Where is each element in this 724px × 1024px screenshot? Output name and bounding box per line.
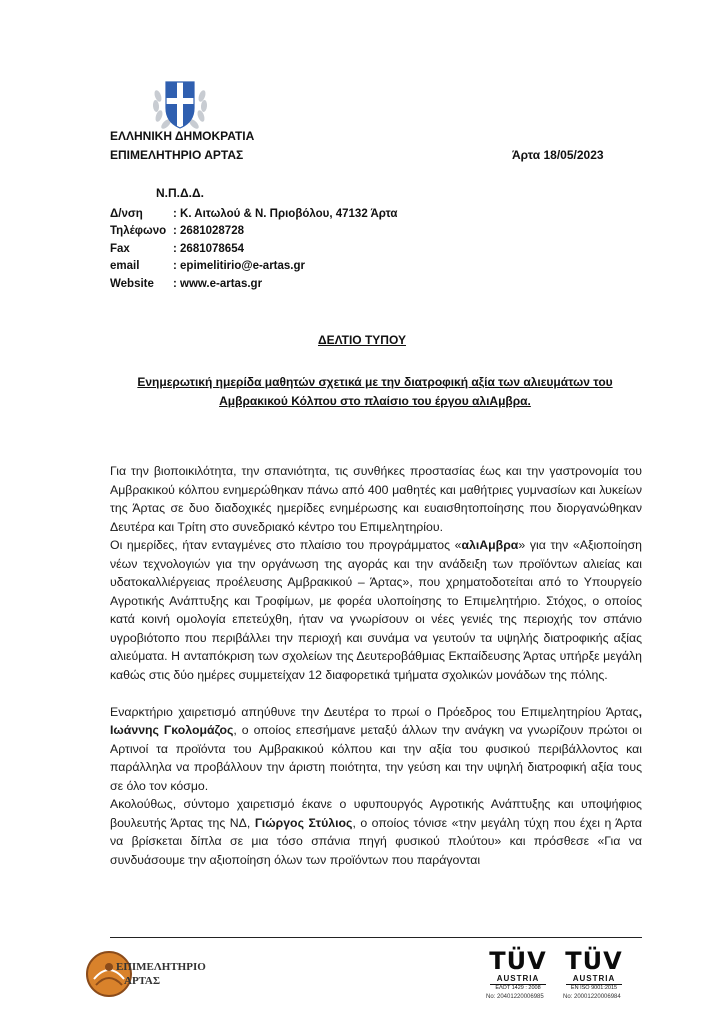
header-country: ΕΛΛΗΝΙΚΗ ΔΗΜΟΚΡΑΤΙΑ xyxy=(110,129,255,143)
contact-row-address xyxy=(110,206,397,223)
program-name: αλιΑμβρα xyxy=(461,538,519,552)
contact-value: : 2681028728 xyxy=(173,225,244,238)
tuv-certificate-number: No: 20401220006985 xyxy=(486,994,544,1000)
tuv-certification-badge xyxy=(484,949,552,992)
press-release-body xyxy=(110,462,642,869)
chamber-logo-icon xyxy=(84,949,134,999)
header-organization: ΕΠΙΜΕΛΗΤΗΡΙΟ ΑΡΤΑΣ xyxy=(110,148,244,162)
body-paragraph: Εναρκτήριο χαιρετισμό απηύθυνε την Δευτέρα το πρωί ο Πρόεδρος του Επιμελητηρίου Άρτας, Ιωάννης Γκολομάζος, ο οποίος επεσήμανε μεταξύ άλλων την ανάγκη να γνωρίζουν πρώτοι οι Αρτινοί τα προϊόντα του Αμβρακικού κόλπου και την αξία του φυσικού περιβάλλοντος και παράλληλα να προβάλλουν την άριστη ποιότητα, την γεύση και την υψηλή διατροφική αξία τους σε όλο τον κόσμο. xyxy=(110,704,642,793)
tuv-certificate-number: No: 20001220006984 xyxy=(563,994,621,1000)
person-name: , Ιωάννης Γκολομάζος xyxy=(110,704,642,737)
press-release-subject: Ενημερωτική ημερίδα μαθητών σχετικά με την διατροφική αξία των αλιευμάτων του Αμβρακικού Κόλπου στο πλαίσιο του έργου αλιΑμβρα. xyxy=(137,375,613,408)
contact-label: Website xyxy=(110,277,154,290)
contact-value: : www.e-artas.gr xyxy=(173,277,263,290)
contact-value: : Κ. Αιτωλού & Ν. Πριοβόλου, 47132 Άρτα xyxy=(173,208,398,220)
contact-value: : epimelitirio@e-artas.gr xyxy=(173,260,305,273)
document-date: Άρτα 18/05/2023 xyxy=(512,148,604,162)
contact-row-email xyxy=(110,258,397,275)
contact-label: Δ/νση xyxy=(110,208,143,220)
footer-divider xyxy=(110,937,642,938)
legal-entity-type: Ν.Π.Δ.Δ. xyxy=(156,186,204,200)
press-release-title: ΔΕΛΤΙΟ ΤΥΠΟΥ xyxy=(318,333,406,347)
logo-text: ΑΡΤΑΣ xyxy=(124,975,161,987)
logo-text: ΕΠΙΜΕΛΗΤΗΡΙΟ xyxy=(116,961,206,973)
contact-value: : 2681078654 xyxy=(173,242,244,255)
tuv-standard: EN ISO 9001:2015 xyxy=(566,984,622,992)
contact-block xyxy=(110,206,397,293)
tuv-country: AUSTRIA xyxy=(496,974,540,983)
body-paragraph: Ακολούθως, σύντομο χαιρετισμό έκανε ο υφυπουργός Αγροτικής Ανάπτυξης και υποψήφιος βουλευτής Άρτας της ΝΔ, Γιώργος Στύλιος, ο οποίος τόνισε «την μεγάλη τύχη που έχει η Άρτα να βρίσκεται δίπλα σε μια τόσο σπάνια πηγή φυσικού πλούτου» και πρόσθεσε «Για να συνδυάσουμε την αξιοποίηση όλων των προϊόντων που παράγονται xyxy=(110,797,642,867)
tuv-certification-badge xyxy=(560,949,628,992)
body-paragraph: Οι ημερίδες, ήταν ενταγμένες στο πλαίσιο του προγράμματος «αλιΑμβρα» για την «Αξιοποίηση νέων τεχνολογιών για την οργάνωση της αγοράς και την ανάδειξη των προϊόντων αλιείας και υδατοκαλλιέργειας προέλευσης Αμβρακικού – Άρτας», που χρηματοδοτείται από το Υπουργείο Αγροτικής Ανάπτυξης και Τροφίμων, με φορέα υλοποίησης το Επιμελητήριο. Στόχος, ο οποίος κατά κοινή ομολογία επετεύχθη, ήταν να γνωρίσουν οι νέες γενιές της περιοχής τον σπάνιο υγροβιότοπο που περιβάλλει την περιοχή και συνάμα να γευτούν τα υψηλής διατροφικής αξίας αλιεύματα. Η ανταπόκριση των σχολείων της Δευτεροβάθμιας Εκπαίδευσης Άρτας υπήρξε μεγάλη καθώς στις δύο ημέρες συμμετείχαν 12 διαφορετικά τμήματα σχολικών μονάδων της πόλης. xyxy=(110,538,642,682)
person-name: Γιώργος Στύλιος xyxy=(254,815,353,830)
chamber-logo xyxy=(84,947,224,1003)
contact-label: email xyxy=(110,260,140,273)
body-paragraph: Για την βιοποικιλότητα, την σπανιότητα, τις συνθήκες προστασίας έως και την γαστρονομία του Αμβρακικού κόλπου ενημερώθηκαν πάνω από 400 μαθητές και μαθήτριες γυμνασίων και λυκείων της Άρτας σε δυο διαδοχικές ημερίδες ενημέρωσης και ευαισθητοποίησης που διοργανώθηκαν Δευτέρα και Τρίτη στο συνεδριακό κέντρο του Επιμελητηρίου. xyxy=(110,464,642,534)
tuv-logo: TÜV xyxy=(565,947,623,975)
contact-label: Fax xyxy=(110,242,130,255)
tuv-logo: TÜV xyxy=(489,947,547,975)
contact-label: Τηλέφωνο xyxy=(110,225,167,238)
contact-row-fax xyxy=(110,241,397,258)
tuv-standard: ΕΛΟΤ 1429 : 2008 xyxy=(490,984,546,992)
greek-emblem-icon xyxy=(148,74,212,132)
contact-row-website xyxy=(110,276,397,293)
contact-row-phone xyxy=(110,223,397,240)
tuv-country: AUSTRIA xyxy=(572,974,616,983)
